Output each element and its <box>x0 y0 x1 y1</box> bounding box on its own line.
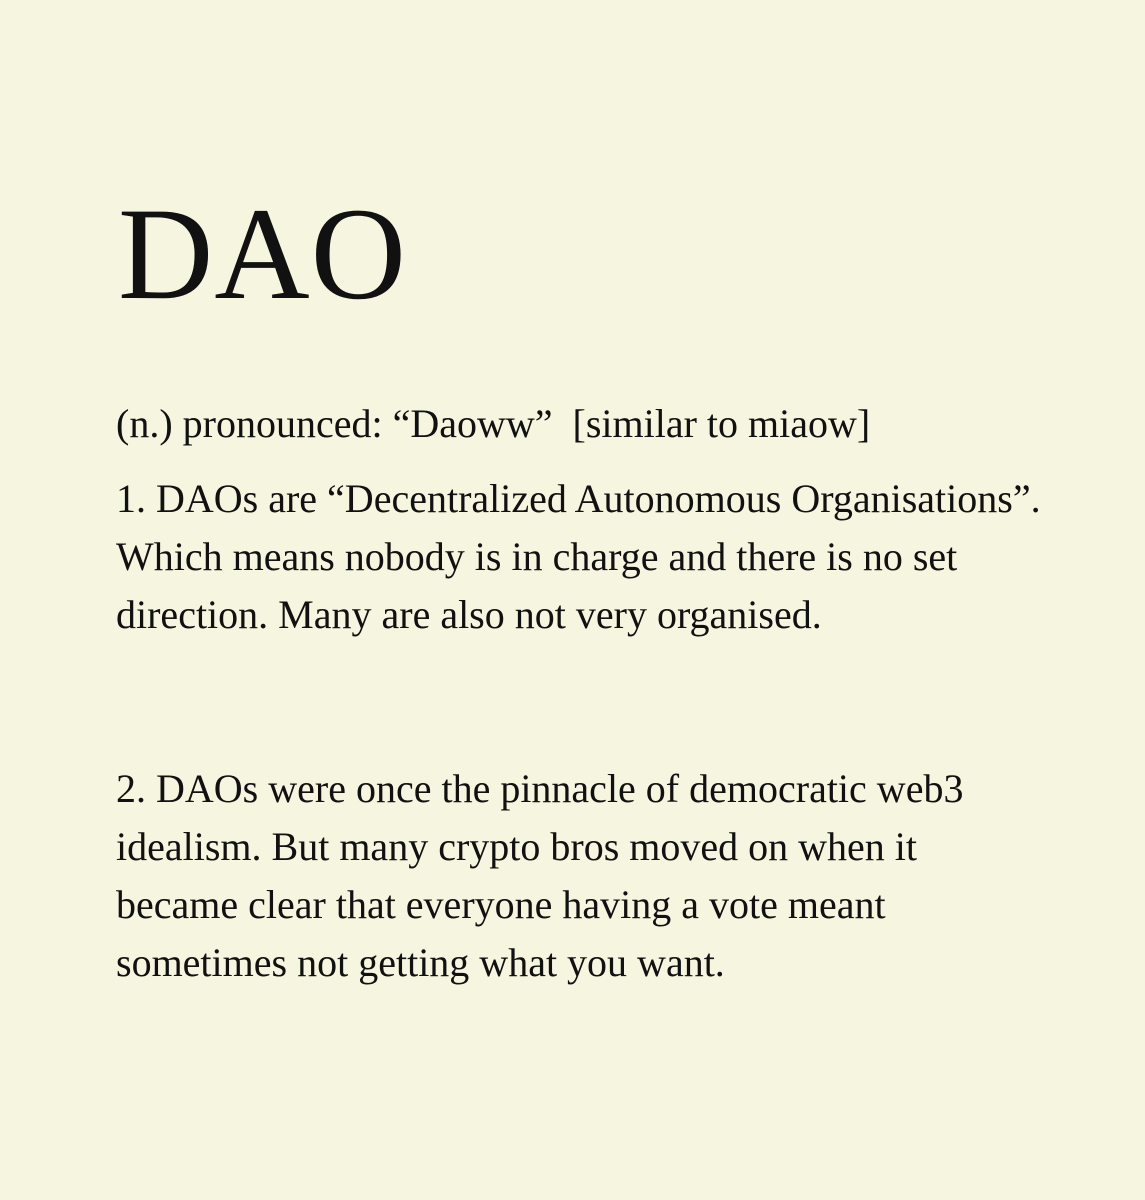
pronunciation-line: (n.) pronounced: “Daoww” [similar to miaow] <box>116 401 871 446</box>
definition-2: 2. DAOs were once the pinnacle of democratic web3 idealism. But many crypto bros moved on when it became clear that everyone having a vote meant sometimes not getting what you want. <box>116 766 964 985</box>
headword: DAO <box>118 180 407 327</box>
definition-1: 1. DAOs are “Decentralized Autonomous Organisations”. Which means nobody is in charge and there is no set direction. Many are also not very organised. <box>116 476 1041 637</box>
